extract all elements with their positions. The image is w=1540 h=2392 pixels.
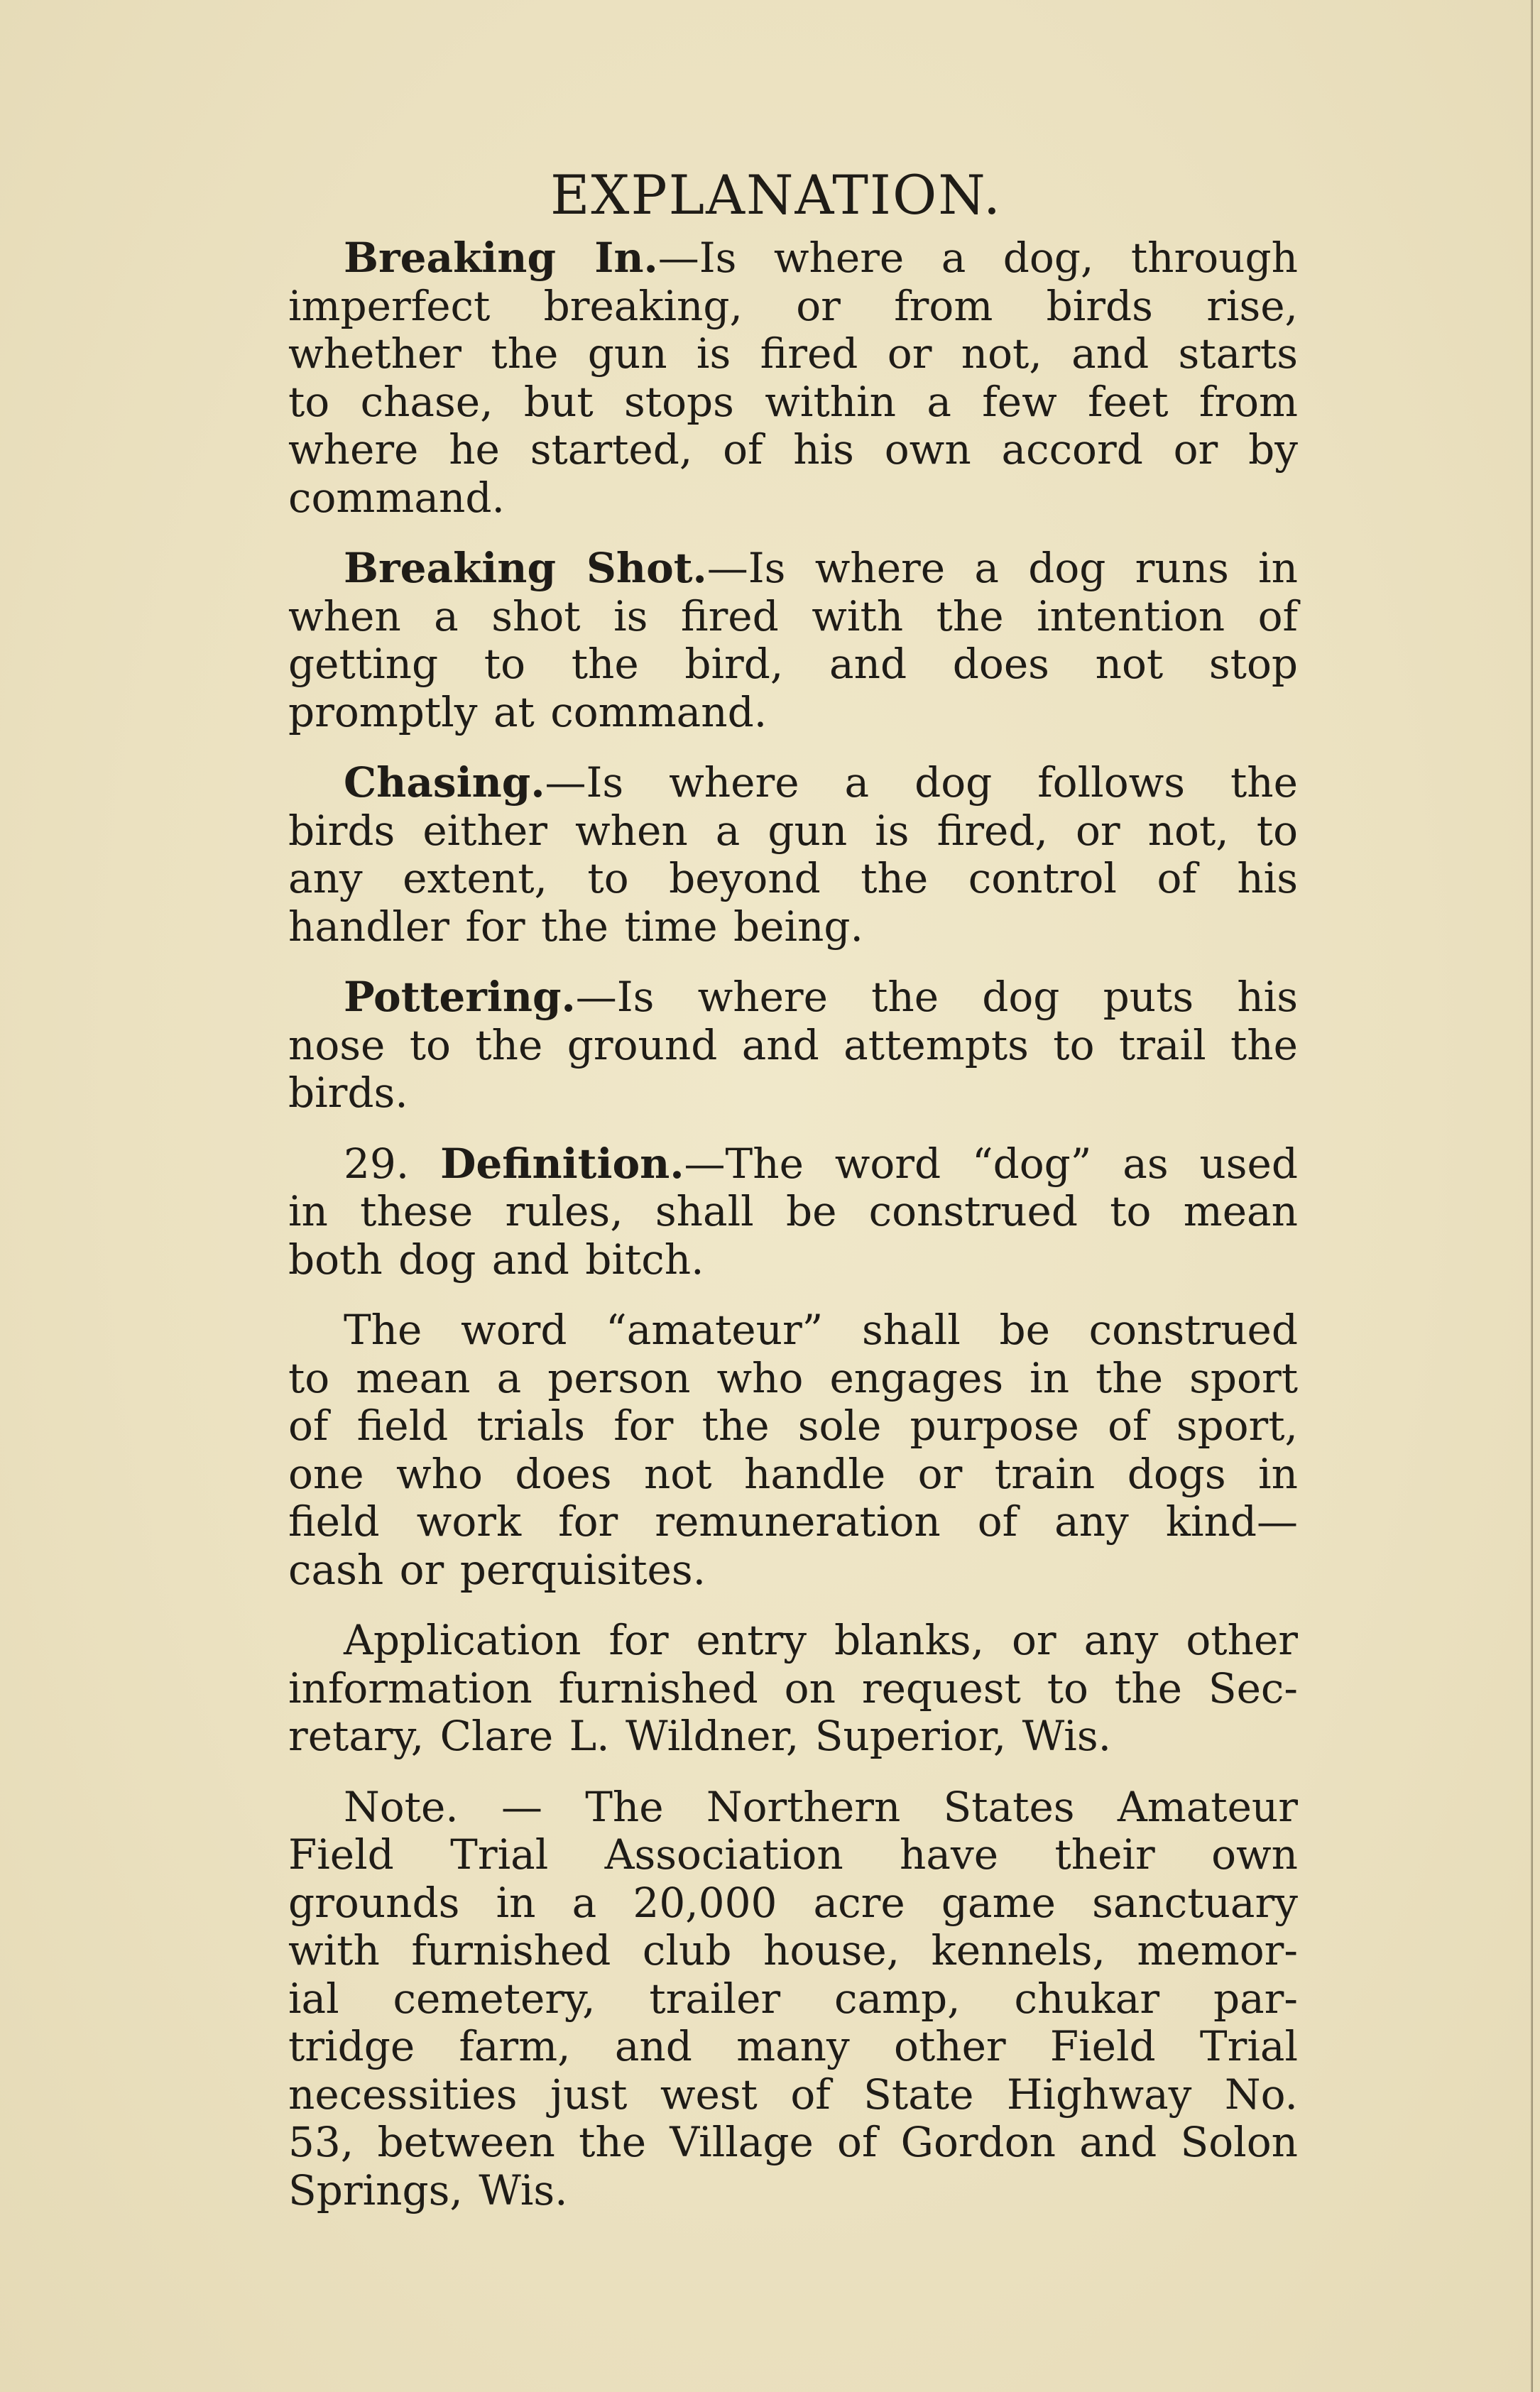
text-line: getting to the bird, and does not stop [288, 640, 1298, 688]
definition-term: Pottering. [344, 973, 576, 1021]
text-line: information furnished on request to the Sec- [288, 1664, 1298, 1713]
paragraph-pottering [233, 973, 1298, 1118]
text-line: Pottering.—Is where the dog puts his [344, 973, 1298, 1021]
text-line: of field trials for the sole purpose of sport, [288, 1402, 1298, 1450]
text-line: Chasing.—Is where a dog follows the [344, 758, 1298, 807]
text-line: when a shot is fired with the intention of [288, 591, 1298, 640]
text-line: where he started, of his own accord or by [288, 425, 1298, 474]
text-line: field work for remuneration of any kind— [288, 1497, 1298, 1546]
paragraph-note [233, 1784, 1298, 2215]
text-line: cash or perquisites. [288, 1545, 706, 1594]
text-line: Field Trial Association have their own [288, 1830, 1298, 1879]
text-line: handler for the time being. [288, 902, 863, 951]
text-line: birds either when a gun is fired, or not, to [288, 806, 1298, 855]
paragraph-breaking-shot [233, 545, 1298, 736]
text-line: to mean a person who engages in the sport [288, 1353, 1298, 1402]
text-line: birds. [288, 1069, 408, 1117]
text-line: with furnished club house, kennels, memor- [288, 1926, 1298, 1975]
paragraph-amateur [233, 1306, 1298, 1594]
page-edge [1531, 0, 1533, 2392]
text-line: ial cemetery, trailer camp, chukar par- [288, 1974, 1298, 2023]
paragraph-application [233, 1617, 1298, 1761]
text-line: to chase, but stops within a few feet from [288, 377, 1298, 426]
text-line: any extent, to beyond the control of his [288, 854, 1298, 902]
text-line: 53, between the Village of Gordon and Solon [288, 2118, 1298, 2166]
page-title: EXPLANATION. [550, 163, 1003, 226]
text-line: Breaking Shot.—Is where a dog runs in [344, 544, 1299, 592]
text-line: 29. Definition.—The word “dog” as used [344, 1139, 1299, 1188]
rule-number: 29. [344, 1139, 441, 1188]
paragraph-breaking-in [233, 234, 1298, 522]
document-body [233, 163, 1298, 2237]
text-line: whether the gun is fired or not, and starts [288, 329, 1298, 378]
text-line: both dog and bitch. [288, 1235, 704, 1284]
text-line: tridge farm, and many other Field Trial [288, 2022, 1298, 2070]
definition-term: Definition. [440, 1139, 684, 1188]
text-line: Application for entry blanks, or any other [344, 1616, 1298, 1664]
text-line: The word “amateur” shall be construed [344, 1306, 1298, 1354]
text-line: imperfect breaking, or from birds rise, [288, 281, 1298, 330]
text-line: Breaking In.—Is where a dog, through [344, 234, 1298, 282]
text-line: necessities just west of State Highway No. [288, 2070, 1298, 2119]
definition-term: Breaking In. [344, 234, 658, 282]
text-line: command. [288, 473, 505, 522]
definition-term: Breaking Shot. [344, 544, 707, 592]
paragraph-chasing [233, 759, 1298, 951]
definition-term: Chasing. [344, 758, 545, 807]
text-line: in these rules, shall be construed to mean [288, 1187, 1298, 1235]
text-line: grounds in a 20,000 acre game sanctuary [288, 1878, 1298, 1927]
text-line: nose to the ground and attempts to trail the [288, 1020, 1298, 1069]
text-line: Note. — The Northern States Amateur [344, 1782, 1298, 1831]
text-line: Springs, Wis. [288, 2166, 568, 2214]
paragraph-definition [233, 1140, 1298, 1284]
text-line: one who does not handle or train dogs in [288, 1449, 1298, 1498]
text-line: retary, Clare L. Wildner, Superior, Wis. [288, 1712, 1112, 1760]
text-line: promptly at command. [288, 687, 768, 736]
